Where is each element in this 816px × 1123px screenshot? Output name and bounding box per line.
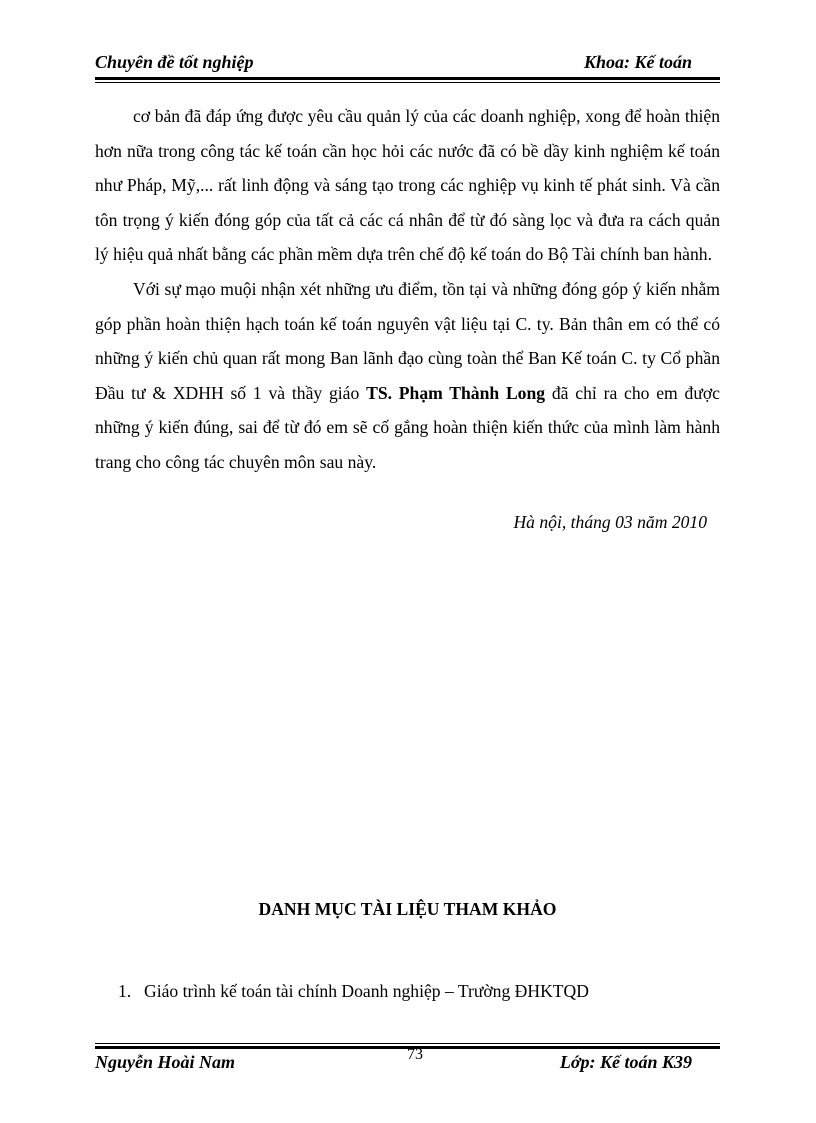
- date-line: Hà nội, tháng 03 năm 2010: [513, 512, 707, 532]
- reference-number: 1.: [118, 981, 132, 1001]
- footer-author: Nguyễn Hoài Nam: [95, 1052, 236, 1072]
- references-title: DANH MỤC TÀI LIỆU THAM KHẢO: [258, 899, 557, 919]
- paragraph-2-text-a: Với sự mạo muội nhận xét những ưu điểm, tồn tại và những đóng góp ý kiến nhằm góp phần hoàn thiện hạch toán kế toán nguyên vật liệu tại C. ty. Bản thân em có thể có những ý kiến chủ quan rất mong Ban lãnh đạo cùng toàn thể Ban Kế toán C. ty Cổ phần Đầu tư & XDHH số 1 và thầy giáo: [95, 278, 720, 403]
- reference-item: [118, 981, 589, 1002]
- paragraph-1: cơ bản đã đáp ứng được yêu cầu quản lý của các doanh nghiệp, xong để hoàn thiện hơn nữa trong công tác kế toán cần học hỏi các nước đã có bề dầy kinh nghiệm kế toán như Pháp, Mỹ,... rất linh động và sáng tạo trong các nghiệp vụ kinh tế phát sinh. Và cần tôn trọng ý kiến đóng góp của tất cả các cá nhân để từ đó sàng lọc và đưa ra cách quản lý hiệu quả nhất bằng các phần mềm dựa trên chế độ kế toán do Bộ Tài chính ban hành.: [95, 106, 720, 265]
- page-header: [95, 52, 720, 78]
- references-list: [118, 981, 589, 1002]
- paragraph-2: [95, 272, 720, 480]
- header-department: Khoa: Kế toán: [583, 52, 692, 72]
- header-course-title: Chuyên đề tốt nghiệp: [95, 52, 254, 72]
- footer-rule-thin: [95, 1043, 720, 1044]
- page-footer: [95, 1046, 720, 1076]
- advisor-name: TS. Phạm Thành Long: [366, 382, 546, 403]
- paragraph-2-text-b: đã chỉ ra cho em được những ý kiến đúng, sai để từ đó em sẽ cố gắng hoàn thiện kiến thức của mình làm hành trang cho công tác chuyên môn sau này.: [95, 382, 720, 472]
- header-rule-thick: [95, 77, 720, 80]
- body-text: [95, 99, 720, 480]
- header-rule-thin: [95, 82, 720, 83]
- reference-text: Giáo trình kế toán tài chính Doanh nghiệp – Trường ĐHKTQD: [144, 981, 589, 1001]
- footer-class: Lớp: Kế toán K39: [559, 1052, 692, 1072]
- page-number: 73: [407, 1046, 423, 1063]
